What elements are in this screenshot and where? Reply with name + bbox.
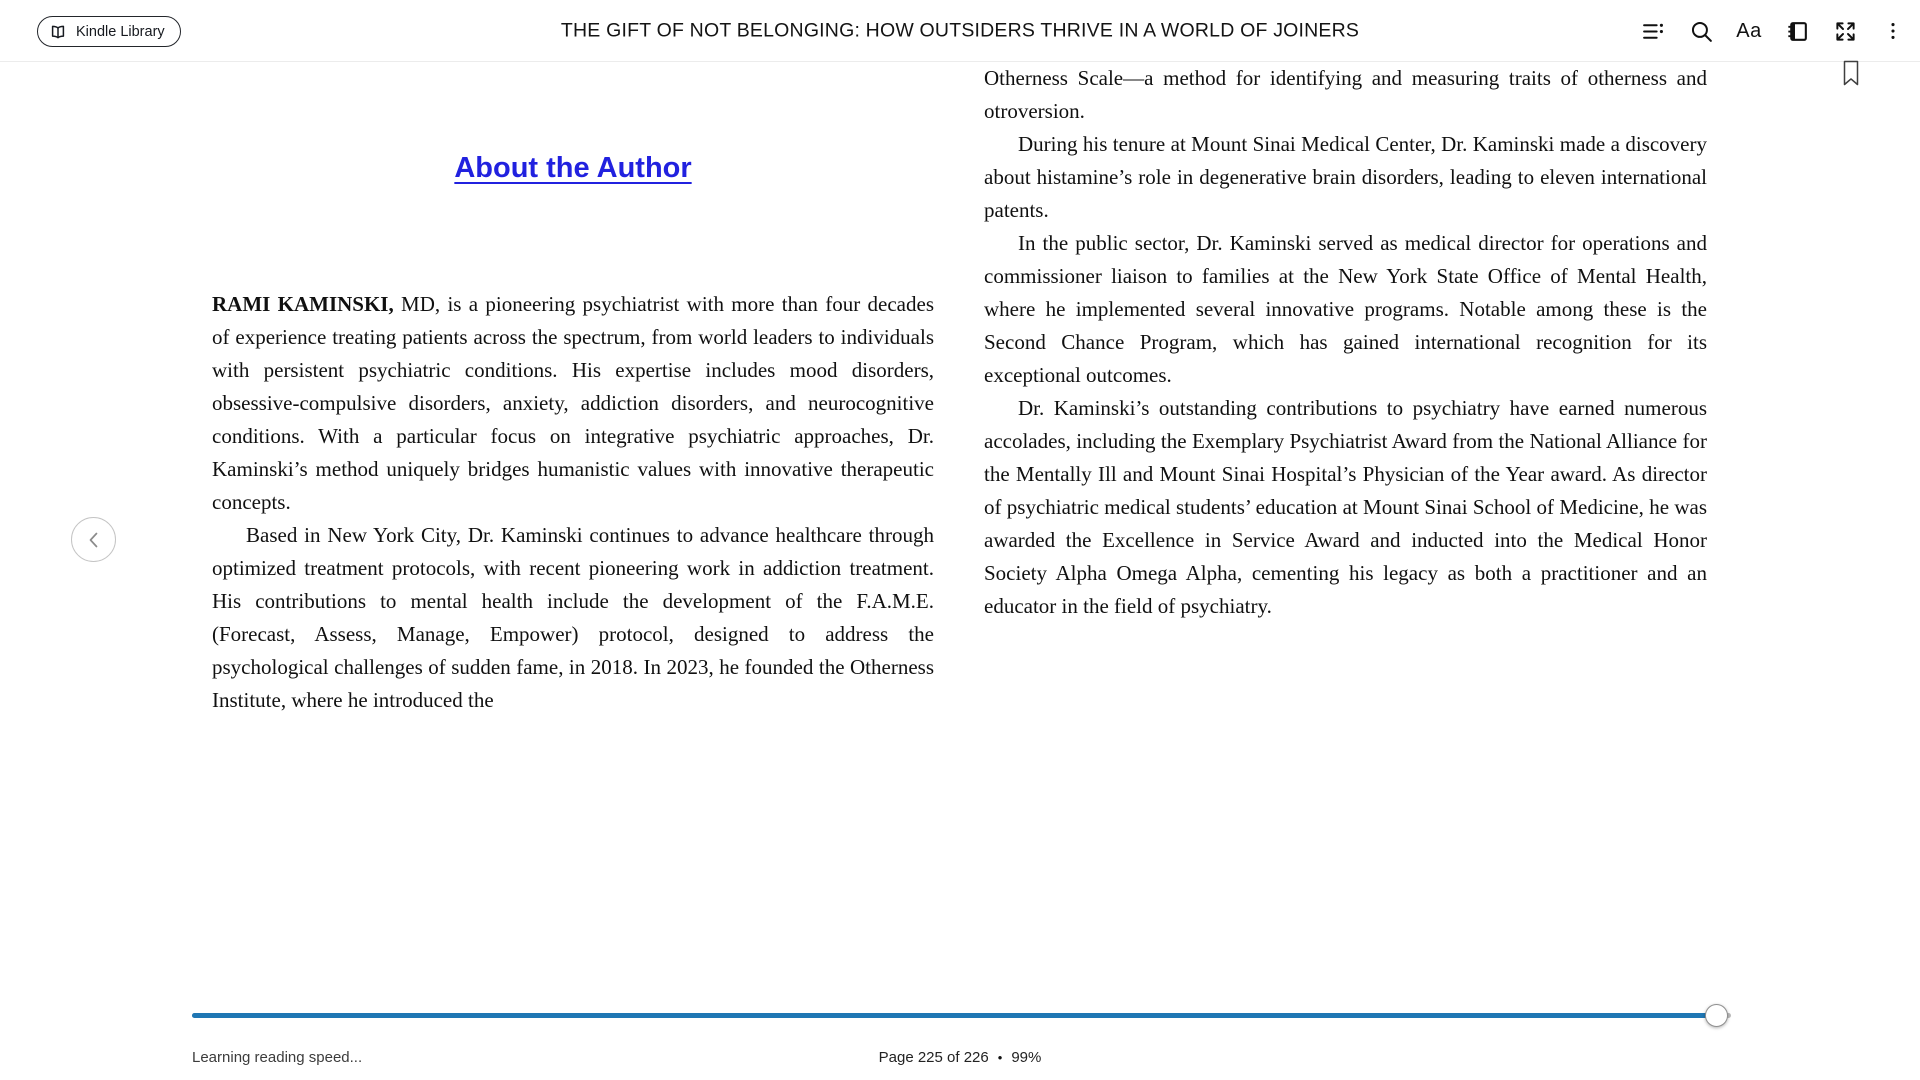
paragraph-text: MD, is a pioneering psychiatrist with more than four decades of experience treating patients across the spectrum, from world leaders to individuals with persistent psychiatric conditions. His expertise includes mood disorders, obsessive-compulsive disorders, anxiety, addiction disorders, and neurocognitive conditions. With a particular focus on integrative psychiatric approaches, Dr. Kaminski’s method uniquely bridges humanistic values with innovative therapeutic concepts. — [212, 292, 934, 514]
paragraph: Based in New York City, Dr. Kaminski continues to advance healthcare through optimized treatment protocols, with recent pioneering work in addiction treatment. His contributions to mental health include the development of the F.A.M.E. (Forecast, Assess, Manage, Empower) protocol, designed to address the psychological challenges of sudden fame, in 2018. In 2023, he founded the Otherness Institute, where he introduced the — [212, 523, 934, 712]
kindle-library-label: Kindle Library — [76, 23, 165, 40]
page-number-label: Page 225 of 226 — [878, 1049, 989, 1066]
reading-progress-slider[interactable] — [192, 1013, 1731, 1018]
paragraph: Otherness Scale—a method for identifying and measuring traits of otherness and otroversion. — [984, 66, 1707, 123]
font-settings-label: Aa — [1736, 19, 1762, 42]
progress-knob[interactable] — [1705, 1004, 1728, 1027]
header-actions — [1639, 0, 1907, 62]
reading-view-button[interactable] — [1783, 17, 1811, 45]
paragraph: In the public sector, Dr. Kaminski served as medical director for operations and commissioner liaison to families at the New York State Office of Mental Health, where he implemented several innovative programs. Notable among these is the Second Chance Program, which has gained international recognition for its exceptional outcomes. — [984, 231, 1707, 387]
toc-list-icon — [1641, 19, 1666, 44]
search-icon — [1689, 19, 1714, 44]
previous-page-button[interactable] — [71, 517, 116, 562]
bullet-separator: • — [997, 1050, 1003, 1065]
more-menu-button[interactable] — [1879, 17, 1907, 45]
paragraph: Dr. Kaminski’s outstanding contributions to psychiatry have earned numerous accolades, including the Exemplary Psychiatrist Award from the National Alliance for the Mentally Ill and Mount Sinai Hospital’s Physician of the Year award. As director of psychiatric medical students’ education at Mount Sinai School of Medicine, he was awarded the Excellence in Service Award and inducted into the Medical Honor Society Alpha Omega Alpha, cementing his legacy as both a practitioner and an educator in the field of psychiatry. — [984, 396, 1707, 618]
progress-fill — [192, 1013, 1716, 1018]
fullscreen-button[interactable] — [1831, 17, 1859, 45]
kindle-library-button[interactable] — [37, 16, 181, 47]
percent-label: 99% — [1011, 1049, 1042, 1066]
about-the-author-link[interactable]: About the Author — [454, 152, 692, 184]
paragraph: During his tenure at Mount Sinai Medical Center, Dr. Kaminski made a discovery about histamine’s role in degenerative brain disorders, leading to eleven international patents. — [984, 132, 1707, 222]
chapter-heading — [212, 152, 934, 185]
header-bar — [0, 0, 1920, 62]
search-button[interactable] — [1687, 17, 1715, 45]
bookmark-button[interactable] — [1839, 60, 1863, 87]
book-title: THE GIFT OF NOT BELONGING: HOW OUTSIDERS THRIVE IN A WORLD OF JOINERS — [560, 19, 1360, 41]
reader-column-right — [984, 62, 1707, 623]
kebab-menu-icon — [1882, 20, 1904, 42]
chevron-left-icon — [85, 530, 103, 550]
fullscreen-icon — [1833, 19, 1858, 44]
notes-toc-button[interactable] — [1639, 17, 1667, 45]
page-layout-icon — [1785, 19, 1810, 44]
bookmark-icon — [1839, 60, 1863, 87]
reading-speed-status: Learning reading speed... — [192, 1049, 363, 1066]
reader-column-left — [212, 288, 934, 717]
paragraph — [212, 288, 934, 519]
open-book-icon — [50, 23, 68, 41]
font-settings-button[interactable] — [1735, 17, 1763, 45]
author-name-lead: RAMI KAMINSKI, — [212, 292, 394, 316]
page-status — [0, 1049, 1920, 1066]
